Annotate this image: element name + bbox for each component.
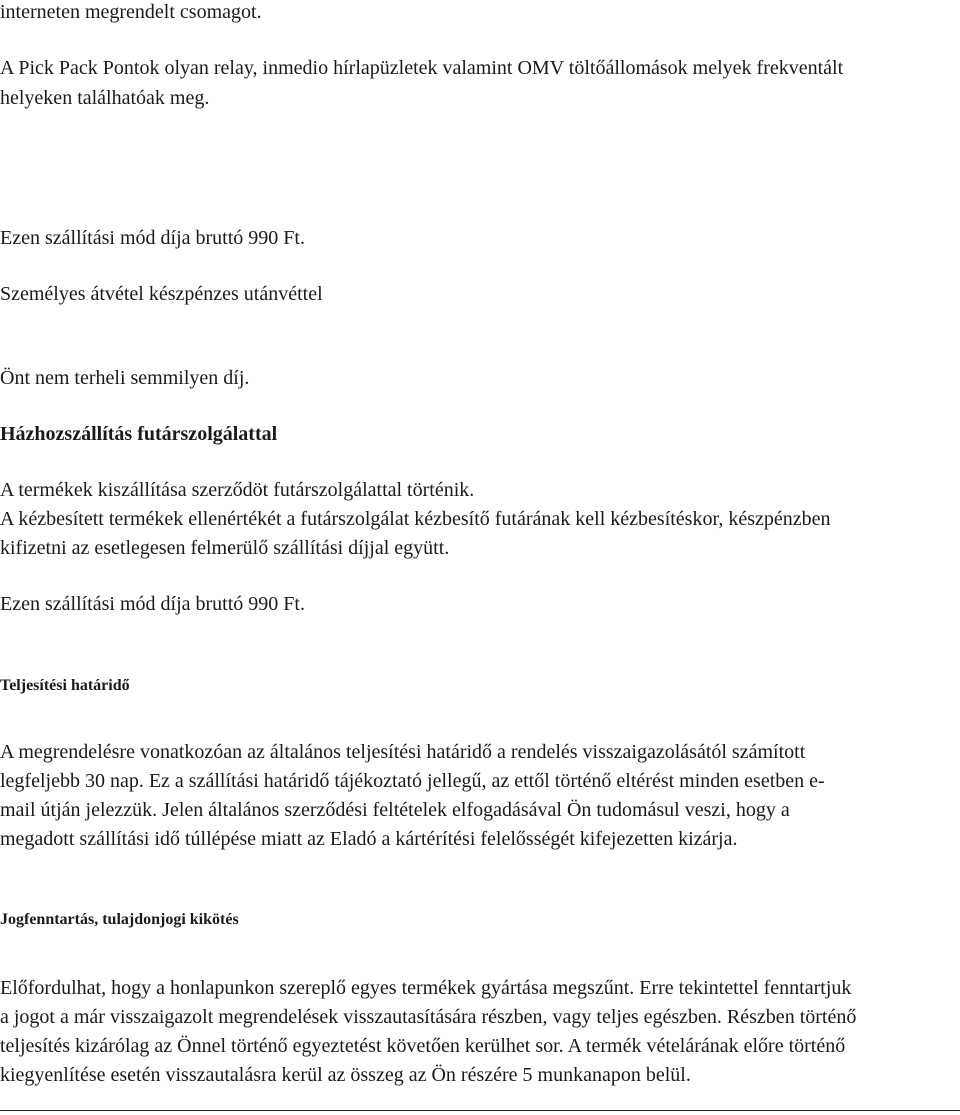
intro-tail-text: interneten megrendelt csomagot. [0, 1, 262, 23]
courier-paragraph-line-1: A termékek kiszállítása szerződöt futárszolgálattal történik. [0, 479, 475, 501]
courier-fee-text: Ezen szállítási mód díja bruttó 990 Ft. [0, 593, 305, 615]
courier-paragraph-line-2: A kézbesített termékek ellenértékét a futárszolgálat kézbesítő futárának kell kézbesítéskor, készpénzben [0, 508, 831, 530]
personal-pickup-fee-text: Önt nem terheli semmilyen díj. [0, 367, 250, 389]
courier-paragraph-line-3: kifizetni az esetlegesen felmerülő szállítási díjjal együtt. [0, 537, 450, 559]
retention-of-title-heading: Jogfenntartás, tulajdonjogi kikötés [0, 911, 239, 928]
rights-paragraph-line-3: teljesítés kizárólag az Önnel történő egyeztetést követően kerülhet sor. A termék vételárának előre történő [0, 1035, 846, 1057]
page-bottom-divider [0, 1110, 960, 1111]
deadline-paragraph-line-1: A megrendelésre vonatkozóan az általános teljesítési határidő a rendelés visszaigazolásától számított [0, 741, 806, 763]
deadline-paragraph-line-3: mail útján jelezzük. Jelen általános szerződési feltételek elfogadásával Ön tudomásul veszi, hogy a [0, 799, 790, 821]
pickpack-fee-text: Ezen szállítási mód díja bruttó 990 Ft. [0, 227, 305, 249]
rights-paragraph-line-1: Előfordulhat, hogy a honlapunkon szereplő egyes termékek gyártása megszűnt. Erre tekintettel fenntartjuk [0, 977, 852, 999]
rights-paragraph-line-2: a jogot a már visszaigazolt megrendelések visszautasítására részben, vagy teljes egészben. Részben történő [0, 1006, 857, 1028]
deadline-paragraph-line-4: megadott szállítási idő túllépése miatt az Eladó a kártérítési felelősségét kifejezetten kizárja. [0, 828, 738, 850]
courier-delivery-heading: Házhozszállítás futárszolgálattal [0, 423, 278, 445]
pickpack-paragraph-line-2: helyeken találhatóak meg. [0, 87, 210, 109]
pickpack-paragraph-line-1: A Pick Pack Pontok olyan relay, inmedio hírlapüzletek valamint OMV töltőállomások melyek frekventált [0, 57, 844, 79]
rights-paragraph-line-4: kiegyenlítése esetén visszautalásra kerül az összeg az Ön részére 5 munkanapon belül. [0, 1064, 691, 1086]
deadline-paragraph-line-2: legfeljebb 30 nap. Ez a szállítási határidő tájékoztató jellegű, az ettől történő eltérést minden esetben e- [0, 770, 825, 792]
deadline-heading: Teljesítési határidő [0, 677, 130, 694]
personal-pickup-heading: Személyes átvétel készpénzes utánvéttel [0, 283, 323, 305]
